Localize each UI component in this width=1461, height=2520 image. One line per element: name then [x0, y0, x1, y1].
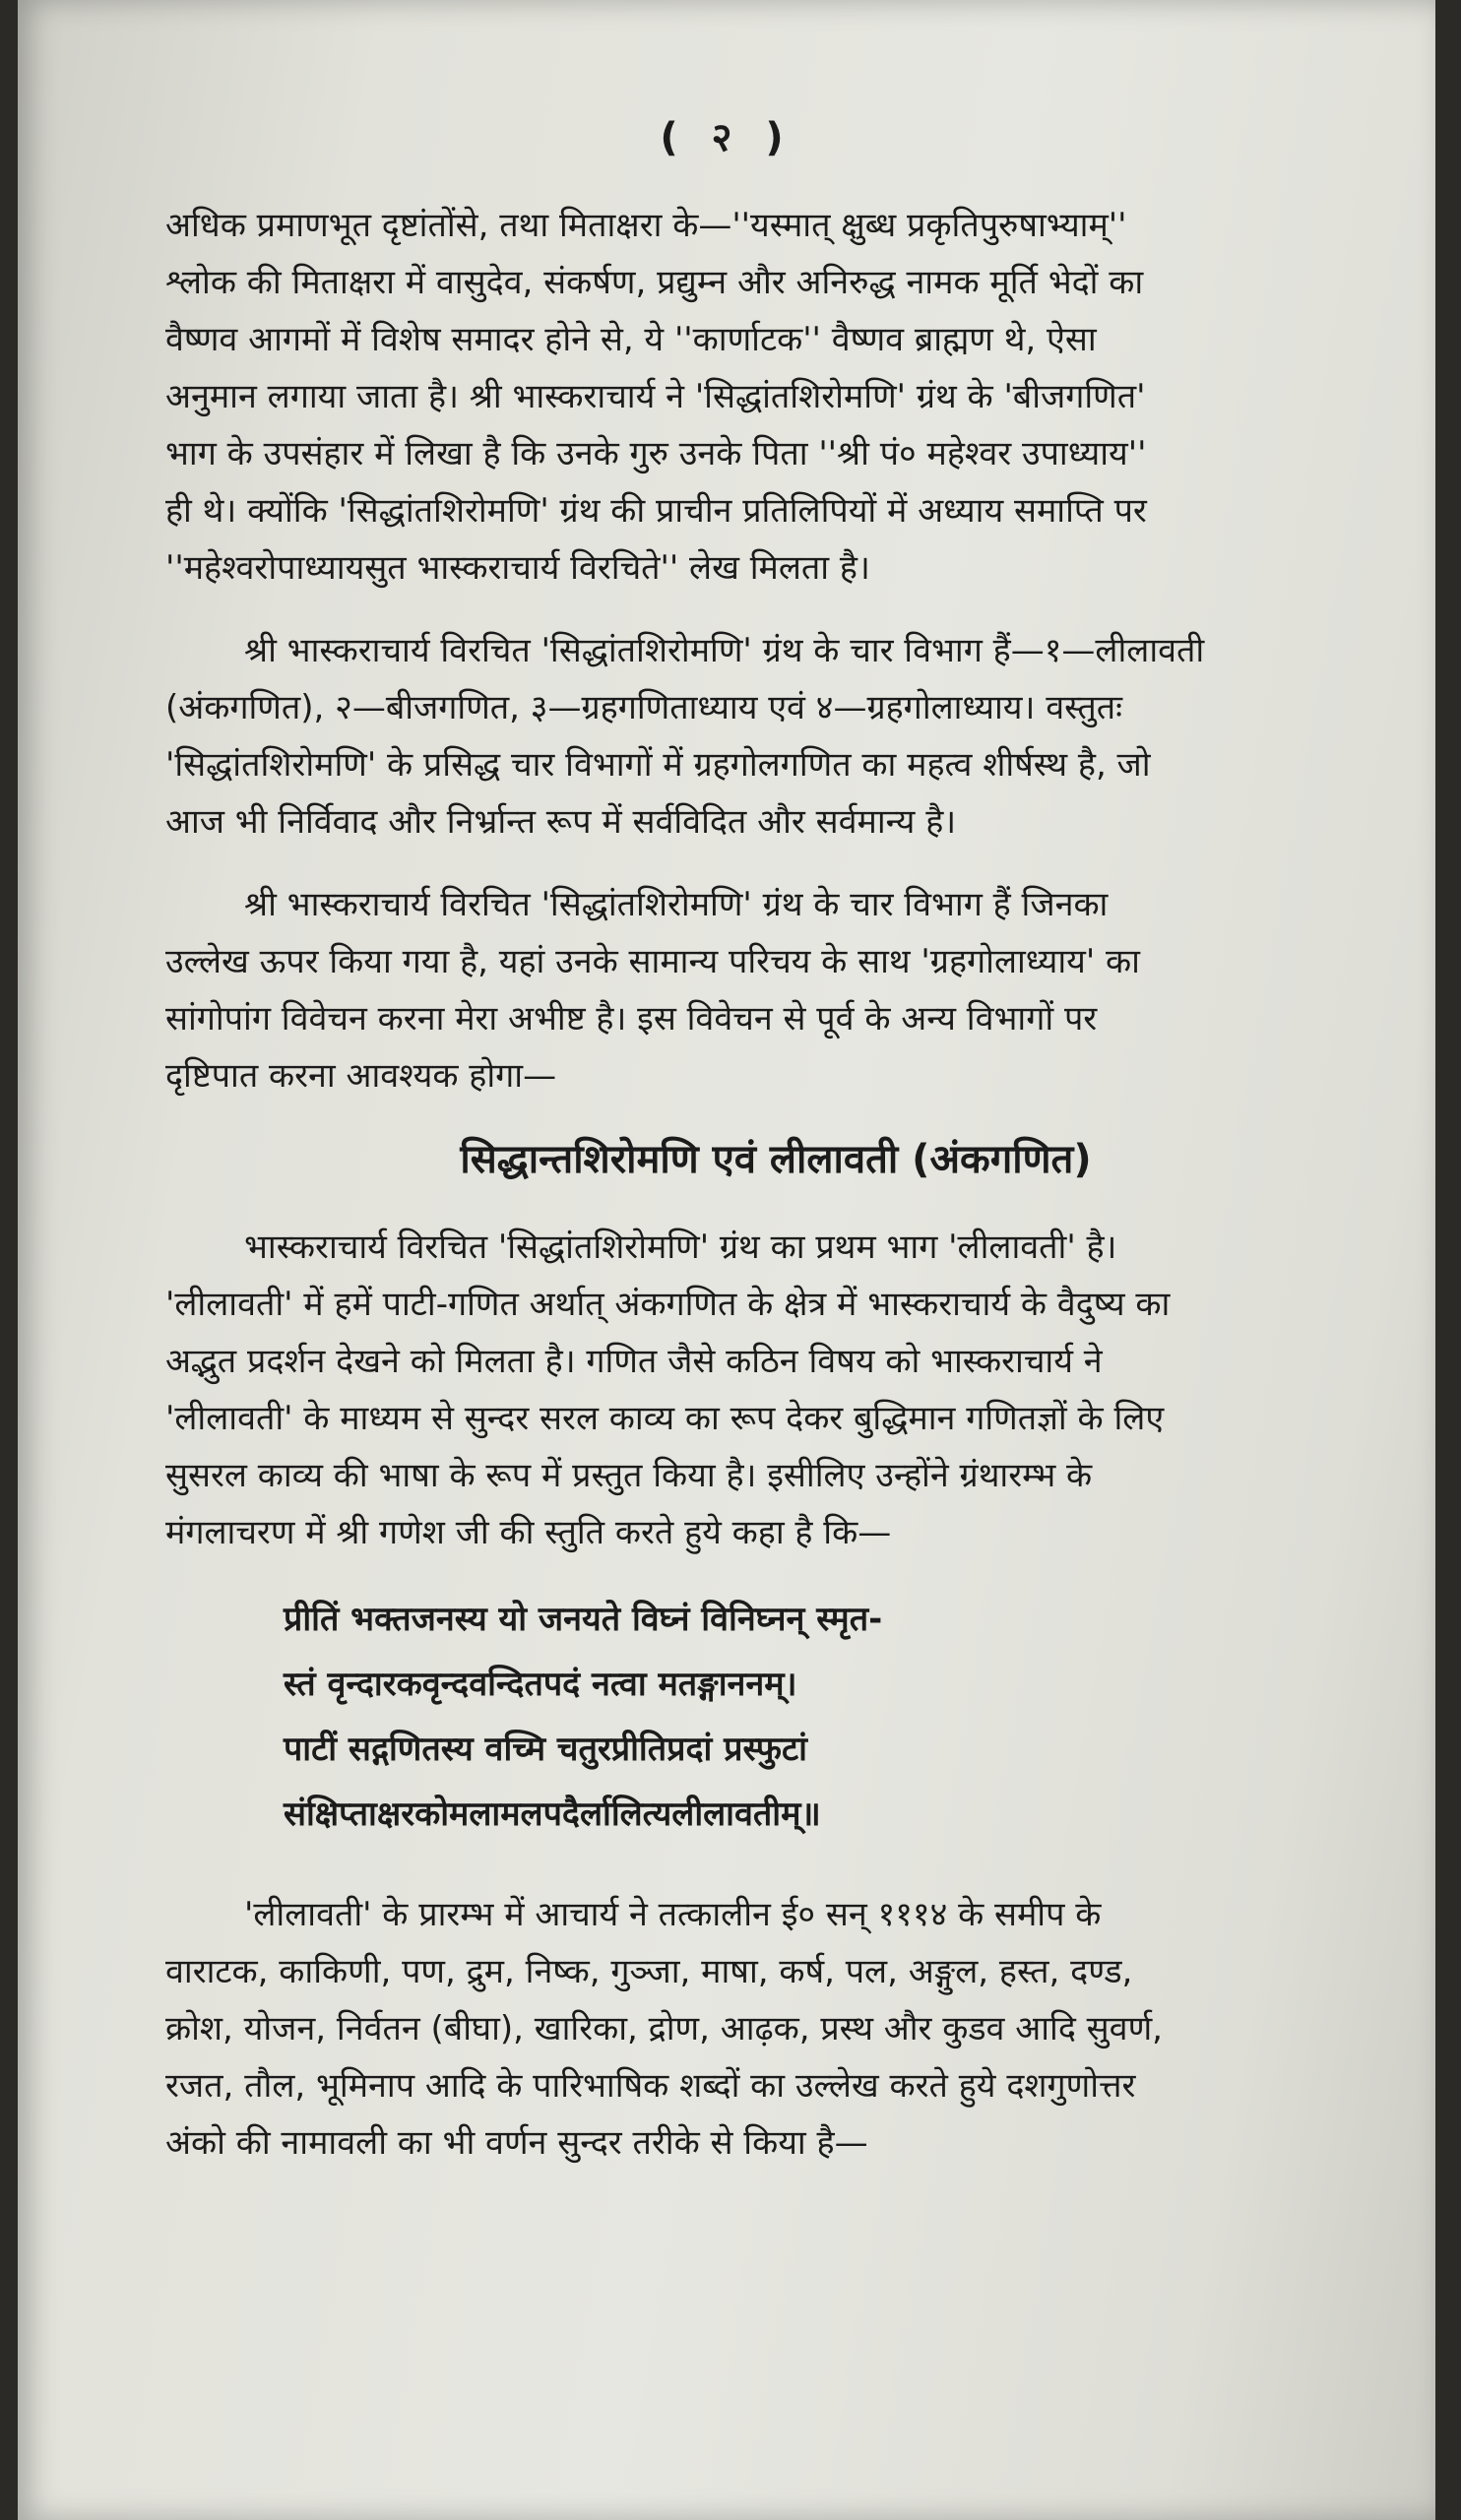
- section-heading: सिद्धान्तशिरोमणि एवं लीलावती (अंकगणित): [460, 1137, 1092, 1182]
- paragraph-2: [165, 622, 1386, 850]
- text-line: श्री भास्कराचार्य विरचित 'सिद्धांतशिरोमणि' ग्रंथ के चार विभाग हैं जिनका: [244, 885, 1109, 924]
- text-line: श्री भास्कराचार्य विरचित 'सिद्धांतशिरोमणि' ग्रंथ के चार विभाग हैं—१—लीलावती: [244, 631, 1205, 670]
- text-line: अधिक प्रमाणभूत दृष्टांतोंसे, तथा मिताक्षरा के—''यस्मात् क्षुब्ध प्रकृतिपुरुषाभ्याम्'': [165, 206, 1127, 245]
- verse-line: स्तं वृन्दारकवृन्दवन्दितपदं नत्वा मतङ्गाननम्।: [284, 1665, 797, 1704]
- text-line: अद्भुत प्रदर्शन देखने को मिलता है। गणित जैसे कठिन विषय को भास्कराचार्य ने: [165, 1342, 1103, 1381]
- paragraph-lilavati: [165, 1219, 1386, 1561]
- text-line: 'लीलावती' के प्रारम्भ में आचार्य ने तत्कालीन ई० सन् १११४ के समीप के: [244, 1895, 1102, 1934]
- text-line: मंगलाचरण में श्री गणेश जी की स्तुति करते हुये कहा है कि—: [165, 1513, 892, 1552]
- verse-line: पाटीं सद्गणितस्य वच्मि चतुरप्रीतिप्रदां प्रस्फुटां: [284, 1730, 807, 1769]
- text-line: वैष्णव आगमों में विशेष समादर होने से, ये ''कार्णाटक'' वैष्णव ब्राह्मण थे, ऐसा: [165, 320, 1097, 359]
- text-line: ''महेश्वरोपाध्यायसुत भास्कराचार्य विरचिते'' लेख मिलता है।: [165, 548, 870, 588]
- sanskrit-verse: [284, 1587, 1386, 1847]
- text-line: श्लोक की मिताक्षरा में वासुदेव, संकर्षण, प्रद्युम्न और अनिरुद्ध नामक मूर्ति भेदों का: [165, 263, 1144, 302]
- text-line: वाराटक, काकिणी, पण, द्रुम, निष्क, गुञ्जा, माषा, कर्ष, पल, अङ्गुल, हस्त, दण्ड,: [165, 1952, 1133, 1991]
- text-line: अनुमान लगाया जाता है। श्री भास्कराचार्य ने 'सिद्धांतशिरोमणि' ग्रंथ के 'बीजगणित': [165, 377, 1146, 416]
- text-line: आज भी निर्विवाद और निर्भ्रान्त रूप में सर्वविदित और सर्वमान्य है।: [165, 802, 957, 842]
- verse-line: संक्षिप्ताक्षरकोमलामलपदैर्लालित्यलीलावतीम्॥: [284, 1795, 821, 1834]
- text-line: सांगोपांग विवेचन करना मेरा अभीष्ट है। इस विवेचन से पूर्व के अन्य विभागों पर: [165, 999, 1098, 1039]
- text-line: उल्लेख ऊपर किया गया है, यहां उनके सामान्य परिचय के साथ 'ग्रहगोलाध्याय' का: [165, 942, 1140, 981]
- text-line: रजत, तौल, भूमिनाप आदि के पारिभाषिक शब्दों का उल्लेख करते हुये दशगुणोत्तर: [165, 2066, 1136, 2106]
- text-line: 'सिद्धांतशिरोमणि' के प्रसिद्ध चार विभागों में ग्रहगोलगणित का महत्व शीर्षस्थ है, जो: [165, 745, 1151, 785]
- text-line: ही थे। क्योंकि 'सिद्धांतशिरोमणि' ग्रंथ की प्राचीन प्रतिलिपियों में अध्याय समाप्ति पर: [165, 491, 1147, 531]
- paragraph-1: [165, 197, 1386, 597]
- paragraph-last: [165, 1886, 1386, 2172]
- text-line: दृष्टिपात करना आवश्यक होगा—: [165, 1056, 557, 1096]
- book-page: [18, 0, 1435, 2520]
- text-line: भास्कराचार्य विरचित 'सिद्धांतशिरोमणि' ग्रंथ का प्रथम भाग 'लीलावती' है।: [244, 1228, 1117, 1267]
- text-line: क्रोश, योजन, निर्वतन (बीघा), खारिका, द्रोण, आढ़क, प्रस्थ और कुडव आदि सुवर्ण,: [165, 2009, 1163, 2048]
- page-number: ( २ ): [660, 115, 794, 160]
- text-line: 'लीलावती' में हमें पाटी-गणित अर्थात् अंकगणित के क्षेत्र में भास्कराचार्य के वैदुष्य का: [165, 1285, 1171, 1324]
- verse-line: प्रीतिं भक्तजनस्य यो जनयते विघ्नं विनिघ्नन् स्मृत-: [284, 1600, 883, 1639]
- page-content: [165, 197, 1386, 2197]
- text-line: भाग के उपसंहार में लिखा है कि उनके गुरु उनके पिता ''श्री पं० महेश्वर उपाध्याय'': [165, 434, 1147, 473]
- paragraph-3: [165, 876, 1386, 1104]
- text-line: 'लीलावती' के माध्यम से सुन्दर सरल काव्य का रूप देकर बुद्धिमान गणितज्ञों के लिए: [165, 1399, 1165, 1438]
- text-line: सुसरल काव्य की भाषा के रूप में प्रस्तुत किया है। इसीलिए उन्होंने ग्रंथारम्भ के: [165, 1456, 1093, 1495]
- text-line: अंको की नामावली का भी वर्णन सुन्दर तरीके से किया है—: [165, 2123, 868, 2163]
- text-line: (अंकगणित), २—बीजगणित, ३—ग्रहगणिताध्याय एवं ४—ग्रहगोलाध्याय। वस्तुतः: [165, 688, 1122, 727]
